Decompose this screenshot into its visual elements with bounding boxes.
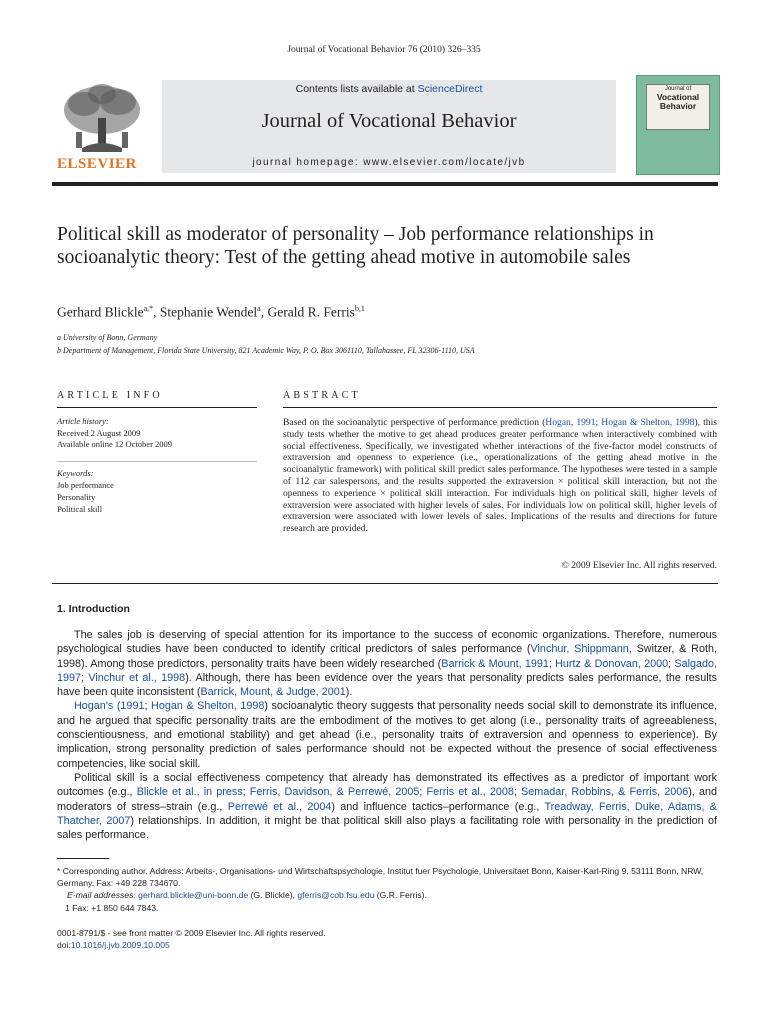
author-affil-mark: a,* (143, 304, 154, 313)
contents-available (162, 83, 616, 95)
text-segment: ; (548, 657, 556, 670)
text-segment: ), and moderators of stress–strain (e.g., (57, 786, 718, 813)
cover-line-1: Journal of (664, 86, 692, 92)
abstract-segment: ; (595, 417, 602, 428)
journal-title: Journal of Vocational Behavior (261, 110, 517, 132)
citation-link[interactable]: Semadar, Robbins, & Ferris, 2006 (521, 786, 689, 799)
footnote-emails (57, 890, 717, 902)
author-name: Gerald R. Ferris (267, 304, 355, 320)
cover-line-3: Behavior (659, 101, 697, 111)
keyword: Job performance (57, 480, 114, 490)
citation-link[interactable]: Perrewé et al., 2004 (227, 800, 332, 813)
journal-cover-thumbnail (636, 75, 720, 175)
article-title: Political skill as moderator of personality – Job performance relationships in socioanalytic theory: Test of the getting ahead motive in automobile sales (57, 224, 654, 268)
received-date: Received 2 August 2009 (57, 428, 141, 438)
abstract-segment: Based on the socioanalytic perspective of performance prediction ( (283, 417, 546, 428)
text-segment: ; (668, 657, 675, 670)
citation-link[interactable]: Blickle et al., in press (136, 786, 243, 799)
author-name: Stephanie Wendel (159, 304, 258, 320)
footnote-fax: 1 Fax: +1 850 644 7843. (65, 903, 159, 913)
issn-front-matter: 0001-8791/$ - see front matter © 2009 Elsevier Inc. All rights reserved. (57, 928, 326, 938)
text-segment: Political skill is a social effectiveness competency that already has demonstrated its effectives as a predictor of important work outcomes (e.g., (57, 771, 717, 799)
citation-link[interactable]: Barrick & Mount, 1991 (441, 657, 549, 670)
doi-prefix: doi: (57, 940, 71, 950)
text-segment: The sales job is deserving of special attention for its importance to the success of economic organizations. Therefore, numerous psychological studies have been conducted to identify critical predictors of sales performance ( (57, 629, 717, 656)
available-date: Available online 12 October 2009 (57, 439, 173, 449)
citation-link[interactable]: Hogan & Shelton, 1998 (151, 700, 265, 713)
text-segment: ) relationships. In addition, it might be that political skill also plays a facilitating role with personality in the prediction of sales performance. (57, 814, 718, 842)
email-owner: (G.R. Ferris). (374, 890, 427, 900)
text-segment: ; (513, 786, 522, 799)
text-segment: ). (345, 686, 353, 699)
cover-line-2: Vocational (656, 92, 700, 102)
email-link[interactable]: gerhard.blickle@uni-bonn.de (138, 890, 249, 900)
keyword: Political skill (57, 504, 103, 514)
intro-paragraph-1 (57, 628, 717, 699)
contents-prefix: Contents lists available at (295, 83, 418, 95)
article-info-heading: ARTICLE INFO (57, 390, 163, 401)
citation-link[interactable]: Treadway, Ferris, Duke, Adams, & Thatcher, 2007 (57, 800, 718, 827)
intro-paragraph-2 (57, 699, 717, 770)
author-name: Gerhard Blickle (57, 304, 144, 320)
author-affil-mark: b,1 (354, 304, 365, 313)
text-segment: ; (144, 700, 152, 713)
header-rule (52, 182, 718, 186)
email-label: E-mail addresses: (67, 890, 139, 900)
sciencedirect-link[interactable]: ScienceDirect (417, 83, 483, 95)
email-link[interactable]: gferris@cob.fsu.edu (297, 890, 375, 900)
citation-link[interactable]: Vinchur, Shippmann (530, 643, 629, 656)
text-segment: ; (242, 786, 250, 799)
citation-link[interactable]: Hogan, 1991 (545, 417, 596, 428)
footnote-corresponding: * Corresponding author. Address: Arbeits-, Organisations- und Wirtschaftspsychologie, Institut fuer Psychologie, Universitaet Bonn, Kaiser-Karl-Ring 9, 53111 Bonn, NRW, Germany. Fax: +49 228 734670. (57, 866, 704, 888)
text-segment: ). Although, there has been evidence over the years that personality predicts sales performance, the results have been quite inconsistent ( (57, 671, 717, 699)
author-affil-mark: a (257, 304, 261, 313)
affiliation-a: a University of Bonn, Germany (57, 333, 158, 342)
keyword: Personality (57, 492, 96, 502)
introduction-body (57, 628, 717, 842)
abstract-heading: ABSTRACT (283, 390, 361, 401)
cover-label (646, 84, 710, 130)
citation-link[interactable]: Ferris, Davidson, & Perrewé, 2005 (249, 786, 420, 799)
abstract-segment: ), this study tests whether the motive to get ahead produces greater performance when interactively combined with social effectiveness. Specifically, we investigated whether interactions of the five-factor model constructs of extraversion and openness to experience (i.e., operationalizations of the getting ahead motive in the socioanalytic framework) with political skill predict sales performance. The hypotheses were tested in a sample of 112 car salespersons, and the results supported the extraversion × political skill interaction, but not the openness to experience × political skill interaction. For individuals high on political skill, higher levels of extraversion were associated with higher levels of sales. For individuals low on political skill, higher levels of extraversion were associated with lower levels of sales. Implications of the results and directions for future research are provided. (283, 417, 717, 535)
author-list: Gerhard Blickle$^{a,*}$, Stephanie Wendel$^a$, Gerald R. Ferris$^{b,1}$ (57, 304, 365, 320)
journal-reference: Journal of Vocational Behavior 76 (2010) 326–335 (287, 45, 481, 55)
abstract-rule (283, 407, 717, 408)
text-segment: ) and influence tactics–performance (e.g., (331, 800, 545, 813)
copyright-notice: © 2009 Elsevier Inc. All rights reserved. (561, 560, 717, 571)
citation-link[interactable]: Vinchur et al., 1998 (88, 671, 186, 684)
citation-link[interactable]: Salgado, 1997 (57, 657, 718, 684)
journal-homepage[interactable]: journal homepage: www.elsevier.com/locate/jvb (252, 157, 526, 168)
citation-link[interactable]: Ferris et al., 2008 (426, 786, 514, 799)
section-rule (52, 583, 718, 584)
abstract-text (283, 417, 717, 535)
footnote-rule (57, 858, 109, 859)
keywords-rule (57, 461, 257, 462)
history-label: Article history: (57, 416, 109, 426)
introduction-heading: 1. Introduction (57, 603, 130, 615)
text-segment: , Switzer, & Roth, 1998). Among those predictors, personality traits have been widely researched ( (57, 643, 717, 670)
text-segment: ; (419, 786, 427, 799)
doi-link[interactable]: 10.1016/j.jvb.2009.10.005 (70, 940, 170, 950)
citation-link[interactable]: Hurtz & Donovan, 2000 (555, 657, 669, 670)
citation-link[interactable]: Hogan's (1991 (74, 700, 145, 713)
keywords-label: Keywords: (57, 468, 94, 478)
affiliation-b: b Department of Management, Florida State University, 821 Academic Way, P. O. Box 3061110, Tallahassee, FL 32306-1110, USA (57, 346, 475, 355)
text-segment: ; (81, 671, 89, 684)
doi-line (57, 940, 170, 950)
text-segment: ) socioanalytic theory suggests that personality needs social skill to demonstrate its influence, and he argued that specific personality traits are the embodiment of the motives to get along (i.e., personality traits of agreeableness, conscientiousness, and emotional stability) and get ahead (i.e., personality traits of extraversion and openness to experience). By implication, strong personality prediction of sales performance should not be expected without the presence of social effectiveness competencies, like social skill. (57, 700, 717, 770)
article-info-rule (57, 407, 257, 408)
citation-link[interactable]: Barrick, Mount, & Judge, 2001 (200, 686, 346, 699)
publisher-logo-text: ELSEVIER (57, 156, 137, 172)
email-owner: (G. Blickle), (248, 890, 298, 900)
citation-link[interactable]: Hogan & Shelton, 1998 (601, 417, 695, 428)
intro-paragraph-3 (57, 771, 717, 842)
